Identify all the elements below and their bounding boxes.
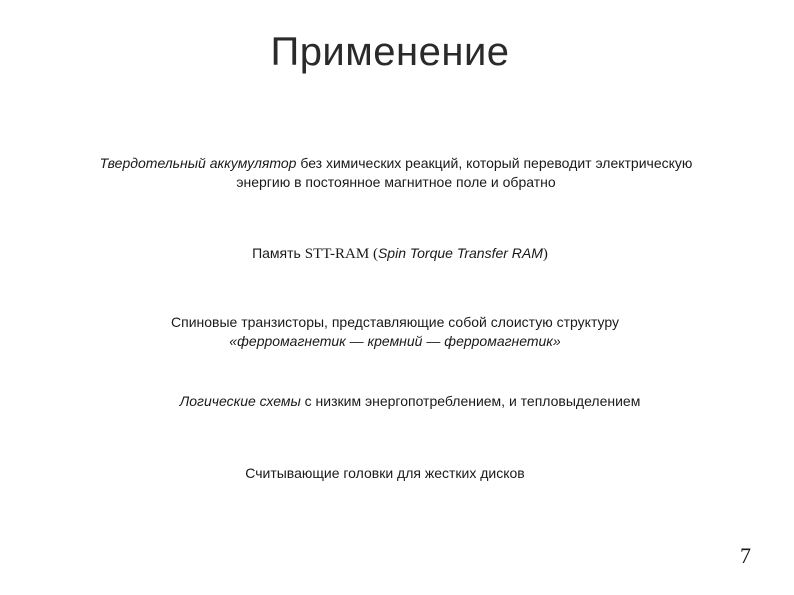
memory-acronym: STT-RAM (304, 246, 370, 262)
battery-desc-line1: без химических реакций, который переводит электрическую (296, 155, 693, 171)
logic-term: Логические схемы (179, 393, 301, 409)
list-item-battery (40, 154, 752, 192)
logic-desc: с низким энергопотреблением, и тепловыделением (300, 393, 641, 409)
heads-text: Считывающие головки для жестких дисков (245, 465, 525, 481)
transistors-line1: Спиновые транзисторы, представляющие собой слоистую структуру (171, 314, 619, 330)
page-number: 7 (740, 543, 751, 568)
list-item-transistors (100, 313, 690, 351)
list-item-heads (210, 464, 560, 483)
battery-desc-line2: энергию в постоянное магнитное поле и обратно (236, 174, 556, 190)
memory-prefix: Память (252, 245, 305, 261)
transistors-structure: «ферромагнетик — кремний — ферромагнетик» (229, 333, 561, 349)
slide-title: Применение (270, 30, 510, 74)
list-item-memory (230, 244, 570, 264)
list-item-logic (130, 392, 690, 411)
memory-paren-close: ) (542, 246, 548, 262)
memory-paren-open: ( (369, 246, 378, 262)
battery-term: Твердотельный аккумулятор (99, 155, 297, 171)
memory-expansion: Spin Torque Transfer RAM (377, 245, 543, 261)
